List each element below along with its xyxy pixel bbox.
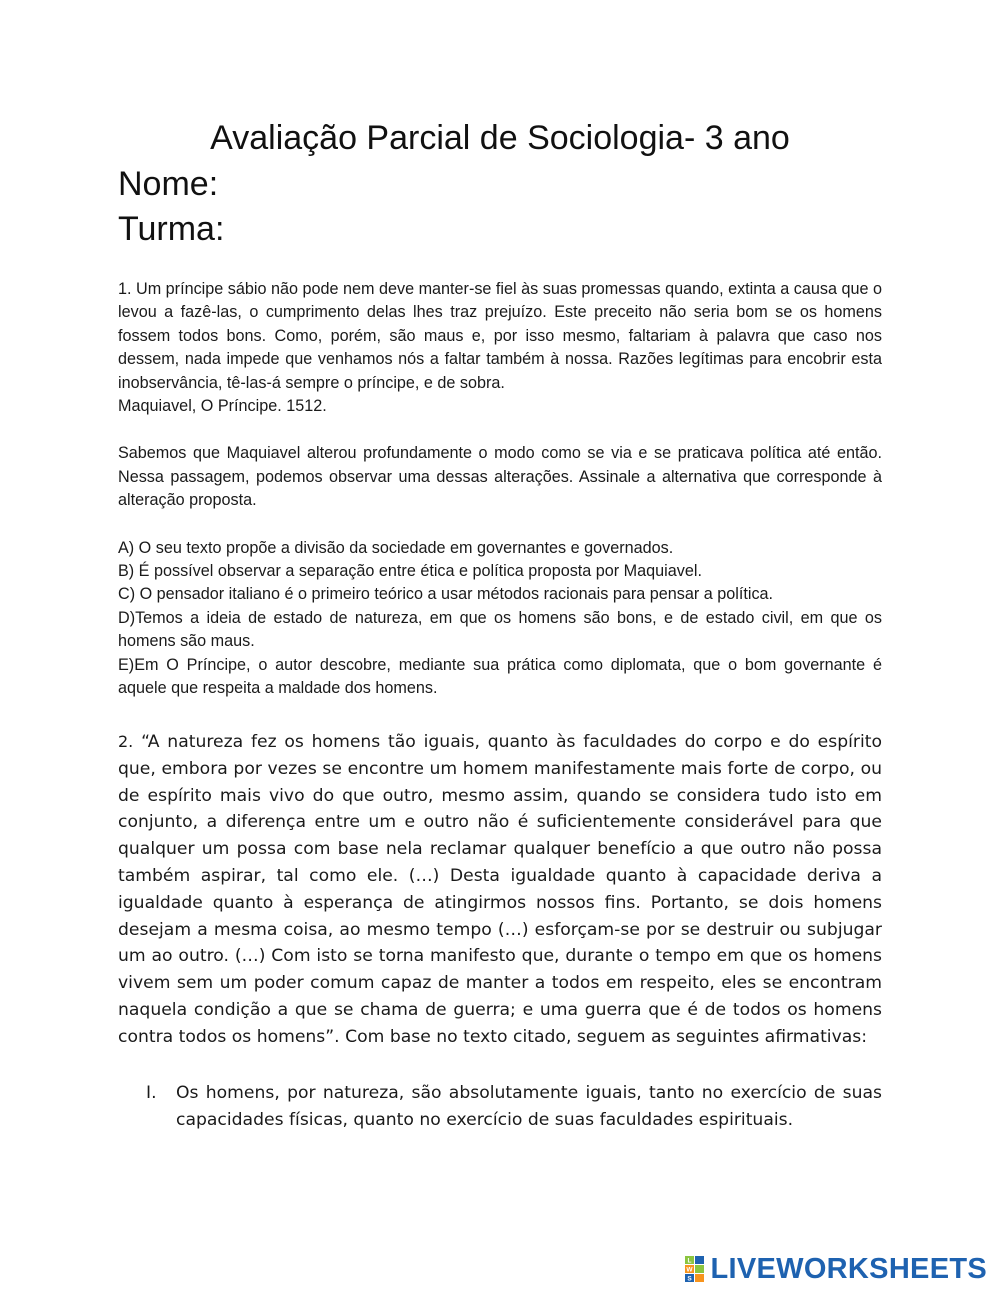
alternative-d: D)Temos a ideia de estado de natureza, em que os homens são bons, e de estado civil, em que os homens são maus. [118, 608, 882, 651]
question-1-prompt: Sabemos que Maquiavel alterou profundamente o modo como se via e se praticava política até então. Nessa passagem, podemos observar uma dessas alterações. Assinale a alternativa que corresponde à alteração proposta. [118, 444, 882, 510]
question-1-quote: 1. Um príncipe sábio não pode nem deve manter-se fiel às suas promessas quando, extinta a causa que o levou a fazê-las, o cumprimento delas lhes traz prejuízo. Este preceito não seria bom se os homens fossem todos bons. Como, porém, são maus e, por isso mesmo, faltariam à palavra que caso nos dessem, nada impede que venhamos nós a faltar também à nossa. Razões legítimas para encobrir esta inobservância, tê-las-á sempre o príncipe, e de sobra. [118, 280, 882, 392]
liveworksheets-logo-icon [685, 1256, 707, 1282]
question-2 [118, 729, 882, 1051]
logo-squares-icon [685, 1256, 707, 1282]
logo-letter-l: L [687, 1257, 691, 1265]
statement-list [118, 1080, 882, 1134]
question-1 [118, 278, 882, 701]
logo-letter-w: W [685, 1266, 693, 1274]
logo-letter-s: S [686, 1275, 692, 1282]
question-2-number: 2. [118, 732, 134, 751]
question-2-body: “A natureza fez os homens tão iguais, quanto às faculdades do corpo e do espírito que, embora por vezes se encontre um homem manifestamente mais forte de corpo, ou de espírito mais vivo do que outro, mesmo assim, quando se considera tudo isto em conjunto, a diferença entre um e outro não é suficientemente considerável para que qualquer um possa com base nela reclamar qualquer benefício a que outro não possa também aspirar, tal como ele. (…) Desta igualdade quanto à capacidade deriva a igualdade quanto à esperança de atingirmos nossos fins. Portanto, se dois homens desejam a mesma coisa, ao mesmo tempo (…) esforçam-se por se destruir ou subjugar um ao outro. (…) Com isto se torna manifesto que, durante o tempo em que os homens vivem sem um poder comum capaz de manter a todos em respeito, eles se encontram naquela condição a que se chama de guerra; e uma guerra que é de todos os homens contra todos os homens”. Com base no texto citado, seguem as seguintes afirmativas: [118, 732, 882, 1047]
question-2-text [118, 729, 882, 1051]
name-label: Nome: [118, 165, 219, 203]
alternative-a: A) O seu texto propõe a divisão da sociedade em governantes e governados. [118, 538, 674, 557]
statement-item [118, 1080, 882, 1134]
alternative-b: B) É possível observar a separação entre ética e política proposta por Maquiavel. [118, 562, 702, 581]
statement-marker: I. [146, 1083, 157, 1103]
liveworksheets-brand [685, 1253, 988, 1285]
page-title: Avaliação Parcial de Sociologia- 3 ano [210, 119, 790, 157]
question-1-source: Maquiavel, O Príncipe. 1512. [118, 397, 327, 416]
brand-name: LIVEWORKSHEETS [710, 1253, 987, 1285]
alternative-c: C) O pensador italiano é o primeiro teórico a usar métodos racionais para pensar a política. [118, 585, 774, 604]
class-label: Turma: [118, 210, 225, 248]
question-1-alternatives [118, 537, 882, 701]
statement-text: Os homens, por natureza, são absolutamente iguais, tanto no exercício de suas capacidades físicas, quanto no exercício de suas faculdades espirituais. [176, 1083, 882, 1130]
alternative-e: E)Em O Príncipe, o autor descobre, mediante sua prática como diplomata, que o bom governante é aquele que respeita a maldade dos homens. [118, 655, 882, 698]
